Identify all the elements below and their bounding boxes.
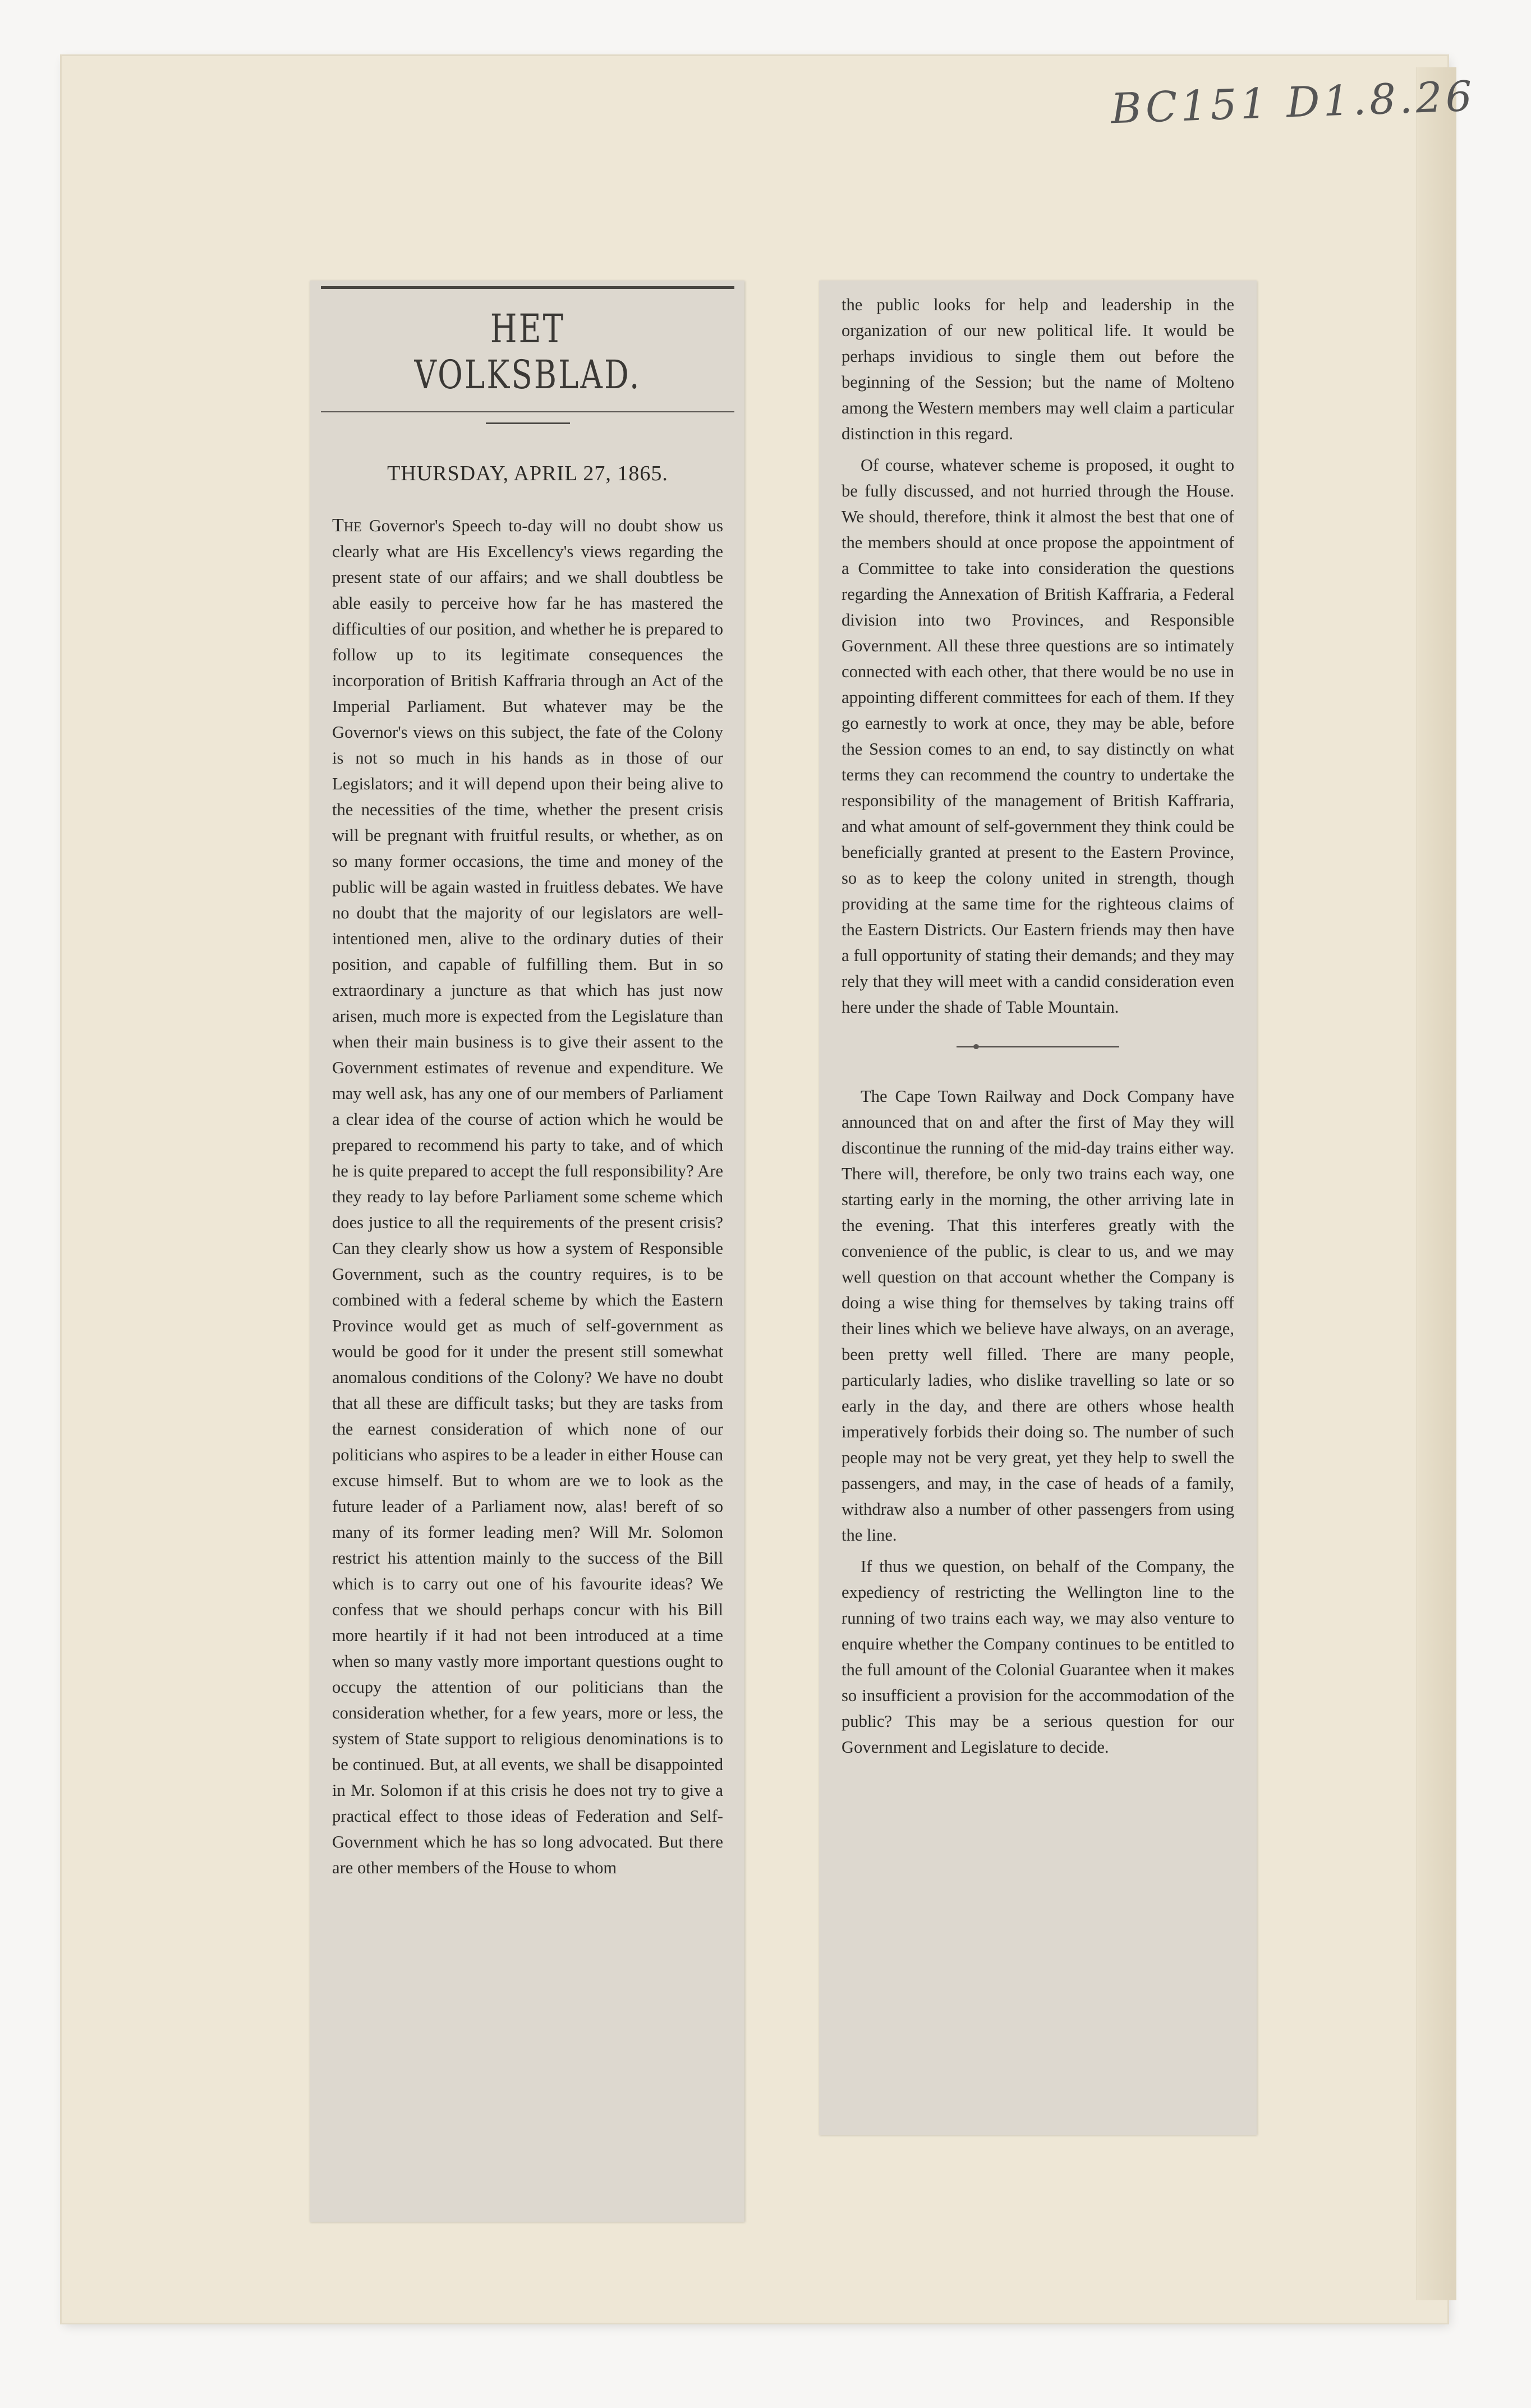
archive-reference: BC151 D1.8.26	[1110, 72, 1477, 134]
railway-paragraph-2: If thus we question, on behalf of the Company, the expediency of restricting the Wellington line to the running of two trains each way, we may also venture to enquire whether the Company continues to be entitled to the full amount of the Colonial Guarantee when it makes so insufficient a provision for the accommodation of the public? This may be a serious question for our Government and Legislature to decide.	[842, 1557, 1234, 1757]
opening-word: The	[332, 515, 362, 536]
sheet-edge	[1417, 67, 1456, 2300]
dateline: THURSDAY, APRIL 27, 1865.	[387, 462, 668, 485]
railway-paragraph-1: The Cape Town Railway and Dock Company have announced that on and after the first of May they will discontinue the running of the mid-day trains either way. There will, therefore, be only two trains each way, one starting early in the morning, the other arriving late in the evening. That this interferes greatly with the convenience of the public, is clear to us, and we may well question on that account whether the Company is doing a wise thing for themselves by taking trains off their lines which we believe have always, on an average, been pretty well filled. There are many people, particularly ladies, who dislike travelling so late or so early in the day, and there are others whose health imperatively forbids their doing so. The number of such people may not be very great, yet they help to swell the passengers, and may, in the case of heads of a family, withdraw also a number of other passengers from using the line.	[842, 1087, 1234, 1545]
article-body-left	[332, 513, 723, 1881]
clipping-right-column	[819, 281, 1257, 2135]
masthead-bottom-rule	[321, 411, 734, 412]
section-divider	[957, 1046, 1119, 1047]
masthead-short-rule	[486, 422, 570, 424]
right-column-paragraph-1: the public looks for help and leadership in the organization of our new political life. It would be perhaps invidious to single them out before the beginning of the Session; but the name of Molteno among the Western members may well claim a particular distinction in this regard.	[842, 295, 1234, 443]
clipping-left-column	[310, 281, 744, 2222]
paper-name: HET VOLKSBLAD.	[414, 306, 641, 398]
masthead	[332, 281, 723, 424]
left-column-text: Governor's Speech to-day will no doubt show us clearly what are His Excellency's views regarding the present state of our affairs; and we shall doubtless be able easily to perceive how far he has mastered the difficulties of our position, and whether he is prepared to follow up to its legitimate consequences the incorporation of British Kaffraria through an Act of the Imperial Parliament. But whatever may be the Governor's views on this subject, the fate of the Colony is not so much in his hands as in those of our Legislators; and it will depend upon their being alive to the necessities of the time, whether the present crisis will be pregnant with fruitful results, or whether, as on so many former occasions, the time and money of the public will be again wasted in fruitless debates. We have no doubt that the majority of our legislators are well-intentioned men, alive to the ordinary duties of their position, and capable of fulfilling them. But in so extraordinary a juncture as that which has just now arisen, much more is expected from the Legislature than when their main business is to give their assent to the Government estimates of revenue and expenditure. We may well ask, has any one of our members of Parliament a clear idea of the course of action which he would be prepared to recommend his party to take, and of which he is quite prepared to accept the full responsibility? Are they ready to lay before Parliament some scheme which does justice to all the requirements of the present crisis? Can they clearly show us how a system of Responsible Government, such as the country requires, is to be combined with a federal scheme by which the Eastern Province would get as much of self-government as would be good for it under the present still somewhat anomalous conditions of the Colony? We have no doubt that all these are difficult tasks; but they are tasks from the earnest consideration of which none of our politicians who aspires to be a leader in either House can excuse himself. But to whom are we to look as the future leader of a Parliament now, alas! bereft of so many of its former leading men? Will Mr. Solomon restrict his attention mainly to the success of the Bill which is to carry out one of his favourite ideas? We confess that we should perhaps concur with his Bill more heartily if it had not been introduced at a time when so many vastly more important questions ought to occupy the attention of our politicians than the consideration whether, for a few years, more or less, the system of State support to religious denominations is to be continued. But, at all events, we shall be disappointed in Mr. Solomon if at this crisis he does not try to give a practical effect to those ideas of Federation and Self-Government which he has so long advocated. But there are other members of the House to whom	[332, 516, 723, 1877]
right-column-paragraph-2: Of course, whatever scheme is proposed, it ought to be fully discussed, and not hurried through the House. We should, therefore, think it almost the best that one of the members should at once propose the appointment of a Committee to take into consideration the questions regarding the Annexation of British Kaffraria, a Federal division into two Provinces, and Responsible Government. All these three questions are so intimately connected with each other, that there would be no use in appointing different committees for each of them. If they go earnestly to work at once, they may be able, before the Session comes to an end, to say distinctly on what terms they can recommend the country to undertake the responsibility of the management of British Kaffraria, and what amount of self-government they think could be beneficially granted at present to the Eastern Province, so as to keep the colony united in strength, though providing at the same time for the righteous claims of the Eastern Districts. Our Eastern friends may then have a full opportunity of stating their demands; and they may rely that they will meet with a candid consideration even here under the shade of Table Mountain.	[842, 456, 1234, 1017]
masthead-top-rule	[321, 286, 734, 289]
